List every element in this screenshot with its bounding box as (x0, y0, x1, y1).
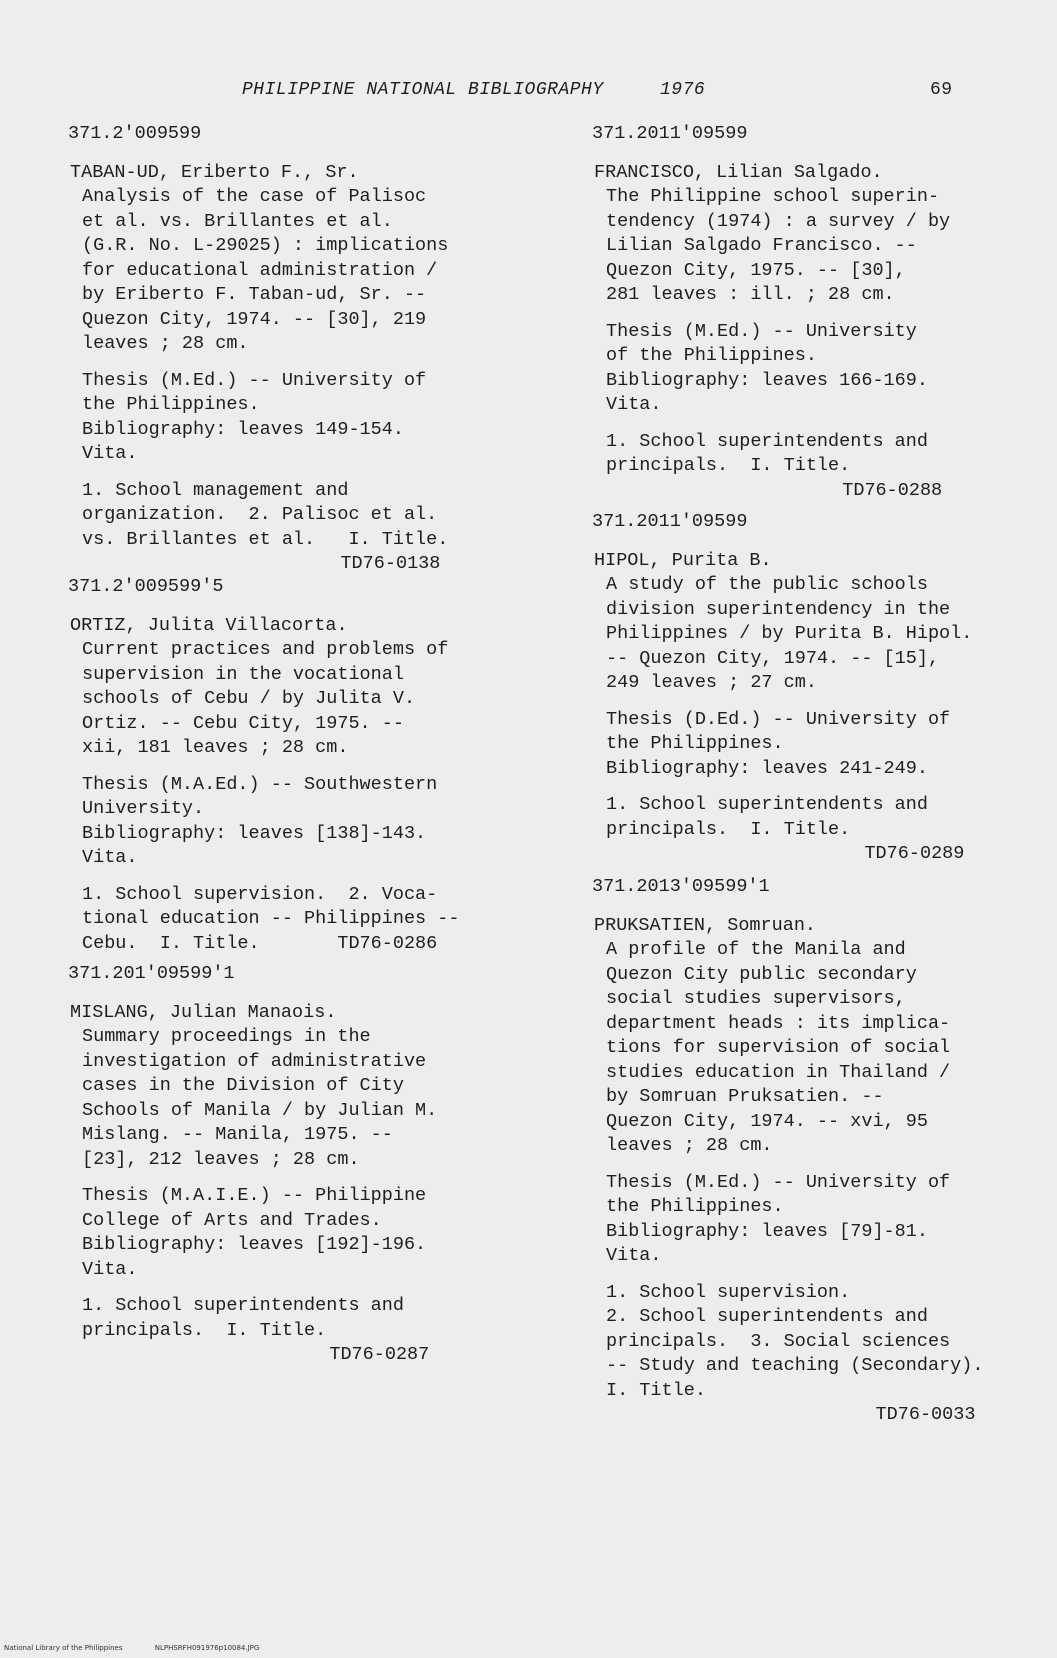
text-line: leaves ; 28 cm. (82, 333, 249, 354)
text-line: Ortiz. -- Cebu City, 1975. -- (82, 712, 404, 734)
text-line: Vita. (606, 1245, 662, 1266)
main-entry-author: PRUKSATIEN, Somruan. (594, 914, 817, 936)
text-line: Quezon City, 1974. -- [30], 219 (82, 308, 427, 330)
text-line: social studies supervisors, (606, 988, 906, 1009)
text-line: 1. School supervision. (606, 1281, 851, 1303)
text-line: Summary proceedings in the (82, 1026, 371, 1047)
title-statement (606, 573, 972, 696)
text-line: Thesis (M.A.I.E.) -- Philippine (82, 1185, 427, 1206)
bibliography-title: PHILIPPINE NATIONAL BIBLIOGRAPHY (242, 80, 604, 100)
text-line: Vita. (82, 1258, 138, 1280)
text-line: Bibliography: leaves [79]-81. (606, 1220, 928, 1242)
text-line: 1. School superintendents and (606, 430, 928, 452)
title-statement (606, 185, 950, 308)
main-entry-author: ORTIZ, Julita Villacorta. (70, 614, 348, 636)
text-line: Quezon City, 1975. -- [30], (606, 259, 906, 281)
text-line: Quezon City public secondary (606, 963, 917, 985)
catalog-entry-mislang (58, 962, 437, 1368)
text-line: 1. School management and (82, 479, 349, 501)
footer-institution: National Library of the Philippines (4, 1644, 123, 1652)
text-line: studies education in Thailand / (606, 1061, 951, 1083)
text-line: supervision in the vocational (82, 663, 404, 685)
subject-tracings (82, 479, 448, 553)
text-line: College of Arts and Trades. (82, 1209, 382, 1231)
text-line: Mislang. -- Manila, 1975. -- (82, 1124, 393, 1145)
text-line: The Philippine school superin- (606, 186, 940, 207)
text-line: A profile of the Manila and (606, 939, 906, 960)
text-line: Thesis (D.Ed.) -- University of (606, 708, 951, 730)
text-line: -- Quezon City, 1974. -- [15], (606, 647, 940, 669)
text-line: A study of the public schools (606, 574, 928, 595)
text-line: tendency (1974) : a survey / by (606, 210, 951, 232)
footer-file-id: NLPHSRFH091976p10084.JPG (154, 1644, 260, 1652)
text-line: vs. Brillantes et al. I. Title. (82, 528, 449, 550)
entry-body (82, 185, 448, 577)
thesis-note (82, 773, 459, 871)
text-line: Thesis (M.Ed.) -- University of (82, 369, 427, 391)
control-number: TD76-0033 (875, 1404, 976, 1425)
page-number: 69 (930, 80, 953, 100)
text-line: Current practices and problems of (82, 639, 449, 660)
text-line: investigation of administrative (82, 1050, 427, 1072)
text-line: principals. I. Title. (606, 455, 851, 476)
text-line: tional education -- Philippines -- (82, 908, 460, 929)
text-line: organization. 2. Palisoc et al. (82, 504, 438, 525)
text-line: the Philippines. (82, 394, 260, 415)
text-line: Bibliography: leaves 241-249. (606, 757, 928, 779)
text-line: Thesis (M.A.Ed.) -- Southwestern (82, 773, 438, 795)
text-line: Quezon City, 1974. -- xvi, 95 (606, 1110, 928, 1132)
text-line: [23], 212 leaves ; 28 cm. (82, 1148, 360, 1170)
catalog-entry-taban-ud (58, 122, 448, 577)
control-number: TD76-0288 (842, 479, 943, 501)
main-entry-author: MISLANG, Julian Manaois. (70, 1001, 337, 1023)
text-line: Bibliography: leaves [138]-143. (82, 822, 427, 844)
catalog-entry-hipol (582, 510, 972, 867)
text-line: I. Title. (606, 1379, 706, 1401)
thesis-note (606, 708, 972, 782)
text-line: 1. School superintendents and (82, 1295, 404, 1316)
scan-footer (4, 1644, 289, 1652)
text-line: Thesis (M.Ed.) -- University (606, 320, 917, 342)
entry-body (606, 573, 972, 867)
text-line: schools of Cebu / by Julita V. (82, 688, 416, 709)
main-entry-author: FRANCISCO, Lilian Salgado. (594, 161, 883, 183)
call-number: 371.2011'09599 (592, 511, 748, 532)
subject-tracings (606, 430, 950, 479)
entry-body (82, 1025, 437, 1368)
text-line: of the Philippines. (606, 345, 817, 366)
text-line: department heads : its implica- (606, 1012, 951, 1034)
thesis-note (82, 1184, 437, 1282)
text-line: division superintendency in the (606, 598, 951, 620)
text-line: by Eriberto F. Taban-ud, Sr. -- (82, 284, 427, 305)
title-statement (82, 1025, 437, 1172)
text-line: (G.R. No. L-29025) : implications (82, 235, 449, 256)
text-line: principals. I. Title. (82, 1319, 327, 1341)
thesis-note (82, 369, 448, 467)
control-number: TD76-0138 (340, 553, 441, 574)
text-line: -- Study and teaching (Secondary). (606, 1355, 984, 1376)
control-number: TD76-0289 (864, 843, 965, 864)
text-line: Bibliography: leaves 166-169. (606, 369, 928, 391)
text-line: Philippines / by Purita B. Hipol. (606, 623, 973, 644)
text-line: 281 leaves : ill. ; 28 cm. (606, 284, 895, 305)
entry-body (82, 638, 459, 956)
text-line: Vita. (82, 847, 138, 868)
text-line: the Philippines. (606, 1196, 784, 1217)
text-line: Analysis of the case of Palisoc (82, 186, 427, 207)
call-number: 371.201'09599'1 (68, 963, 235, 984)
text-line: Cebu. I. Title. TD76-0286 (82, 932, 438, 954)
title-statement (82, 638, 459, 761)
text-line: 2. School superintendents and (606, 1306, 928, 1327)
text-line: xii, 181 leaves ; 28 cm. (82, 737, 349, 758)
entry-body (606, 938, 983, 1428)
text-line: by Somruan Pruksatien. -- (606, 1086, 884, 1107)
call-number: 371.2'009599'5 (68, 576, 224, 597)
thesis-note (606, 320, 950, 418)
text-line: the Philippines. (606, 733, 784, 754)
text-line: Vita. (82, 443, 138, 464)
text-line: Schools of Manila / by Julian M. (82, 1099, 438, 1121)
text-line: Bibliography: leaves 149-154. (82, 418, 404, 440)
subject-tracings (606, 1281, 983, 1404)
text-line: for educational administration / (82, 259, 438, 281)
call-number: 371.2'009599 (68, 123, 202, 144)
subject-tracings (82, 1294, 437, 1343)
text-line: cases in the Division of City (82, 1075, 404, 1096)
text-line: Lilian Salgado Francisco. -- (606, 235, 917, 256)
catalog-entry-francisco (582, 122, 950, 503)
call-number: 371.2013'09599'1 (592, 876, 770, 897)
text-line: Thesis (M.Ed.) -- University of (606, 1171, 951, 1193)
text-line: principals. 3. Social sciences (606, 1330, 951, 1352)
control-number: TD76-0287 (329, 1344, 430, 1365)
title-statement (82, 185, 448, 357)
text-line: et al. vs. Brillantes et al. (82, 210, 393, 232)
text-line: principals. I. Title. (606, 818, 851, 840)
text-line: leaves ; 28 cm. (606, 1135, 773, 1156)
catalog-entry-pruksatien (582, 875, 983, 1428)
text-line: 1. School supervision. 2. Voca- (82, 883, 438, 905)
text-line: tions for supervision of social (606, 1037, 951, 1058)
title-statement (606, 938, 983, 1159)
main-entry-author: TABAN-UD, Eriberto F., Sr. (70, 161, 359, 183)
text-line: 1. School superintendents and (606, 794, 928, 815)
main-entry-author: HIPOL, Purita B. (594, 549, 772, 571)
catalog-entry-ortiz (58, 575, 459, 956)
entry-body (606, 185, 950, 503)
text-line: University. (82, 798, 205, 819)
call-number: 371.2011'09599 (592, 123, 748, 144)
text-line: 249 leaves ; 27 cm. (606, 672, 817, 693)
thesis-note (606, 1171, 983, 1269)
subject-tracings (82, 883, 459, 957)
text-line: Bibliography: leaves [192]-196. (82, 1234, 427, 1255)
bibliography-year: 1976 (660, 80, 706, 100)
text-line: Vita. (606, 394, 662, 415)
subject-tracings (606, 793, 972, 842)
